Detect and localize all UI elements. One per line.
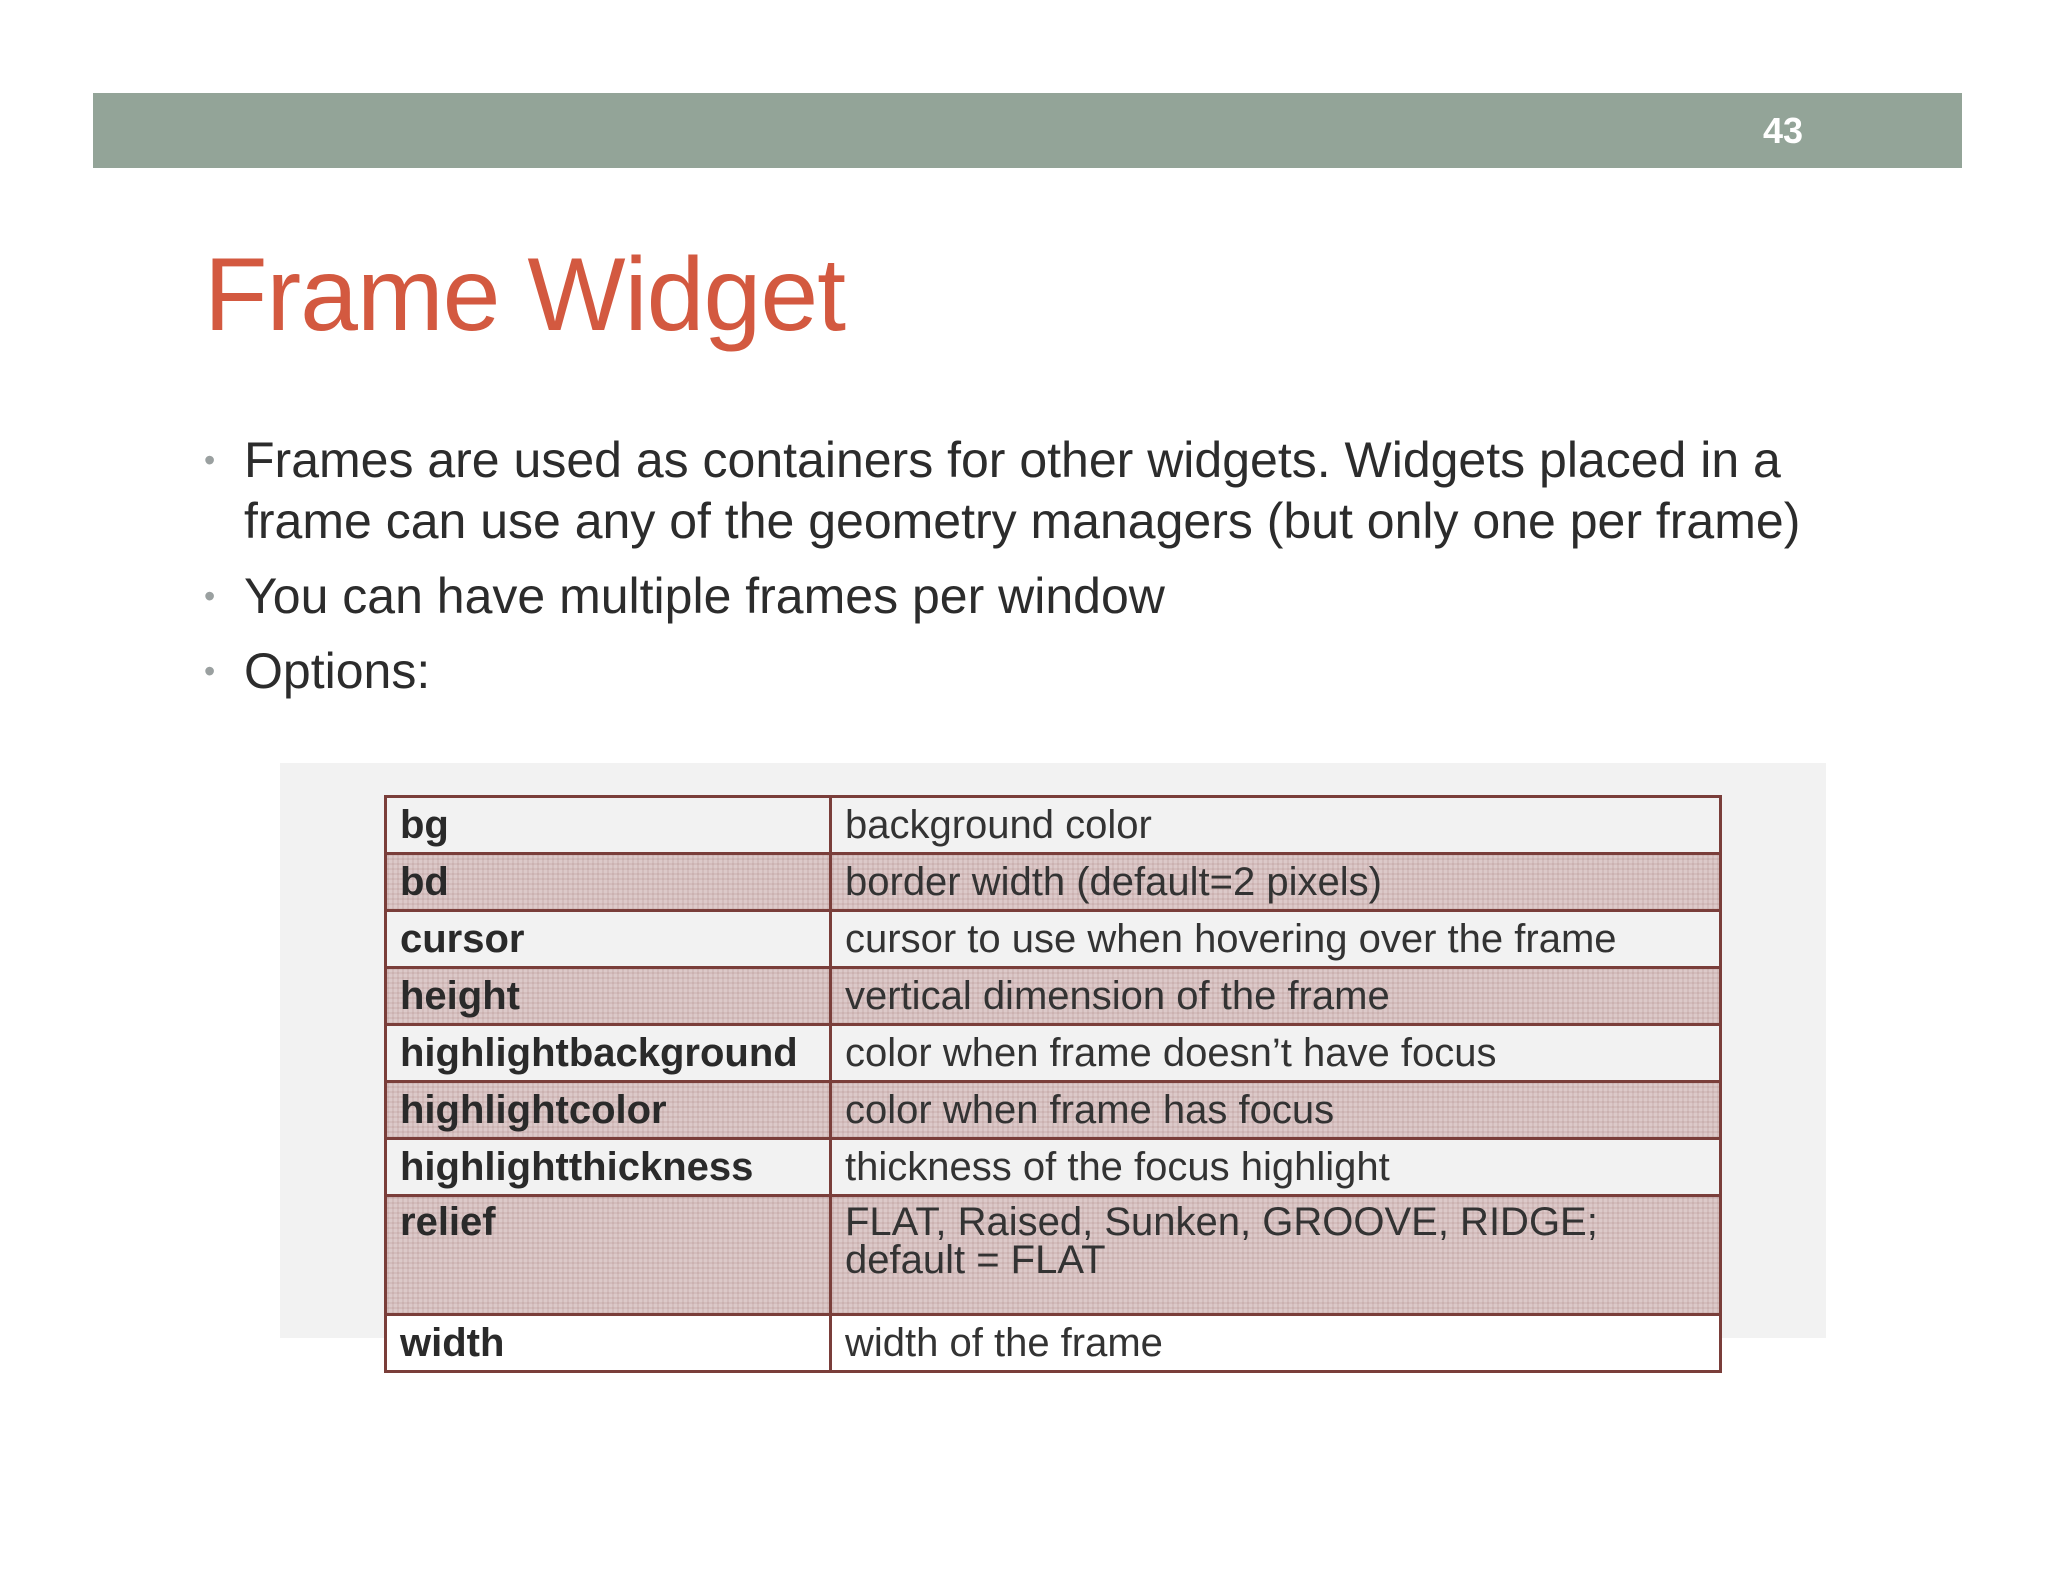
option-description: thickness of the focus highlight [831,1139,1721,1196]
bullet-text: Options: [244,643,431,699]
table-row [386,1082,1721,1139]
header-bar [93,93,1962,168]
option-description: background color [831,797,1721,854]
bullet-dot-icon: • [204,442,216,478]
option-description: color when frame has focus [831,1082,1721,1139]
option-name: width [386,1315,831,1372]
option-description: width of the frame [831,1315,1721,1372]
table-row [386,797,1721,854]
option-name: highlightbackground [386,1025,831,1082]
table-row [386,854,1721,911]
bullet-text: You can have multiple frames per window [244,568,1165,624]
slide-number: 43 [1762,110,1804,151]
option-name: bd [386,854,831,911]
bullet-item [204,430,1844,552]
bullet-dot-icon: • [204,653,216,689]
slide-title: Frame Widget [204,237,846,353]
option-name: highlightthickness [386,1139,831,1196]
option-description: border width (default=2 pixels) [831,854,1721,911]
option-description [831,1196,1721,1315]
option-name: bg [386,797,831,854]
option-name: cursor [386,911,831,968]
bullet-list [204,430,1844,716]
bullet-item [204,641,1844,702]
bullet-item [204,566,1844,627]
table-row [386,1196,1721,1315]
option-description: cursor to use when hovering over the frame [831,911,1721,968]
option-description: vertical dimension of the frame [831,968,1721,1025]
bullet-dot-icon: • [204,578,216,614]
option-name: relief [386,1196,831,1315]
option-description: color when frame doesn’t have focus [831,1025,1721,1082]
table-row [386,968,1721,1025]
option-name: height [386,968,831,1025]
table-row [386,1025,1721,1082]
option-description-line: FLAT, Raised, Sunken, GROOVE, RIDGE; [845,1200,1598,1244]
table-row [386,1315,1721,1372]
table-row [386,1139,1721,1196]
bullet-text: Frames are used as containers for other widgets. Widgets placed in a frame can use any of the geometry managers (but only one per frame) [244,432,1801,549]
option-name: highlightcolor [386,1082,831,1139]
option-description-line: default = FLAT [845,1238,1106,1282]
table-row [386,911,1721,968]
options-table [384,795,1722,1373]
